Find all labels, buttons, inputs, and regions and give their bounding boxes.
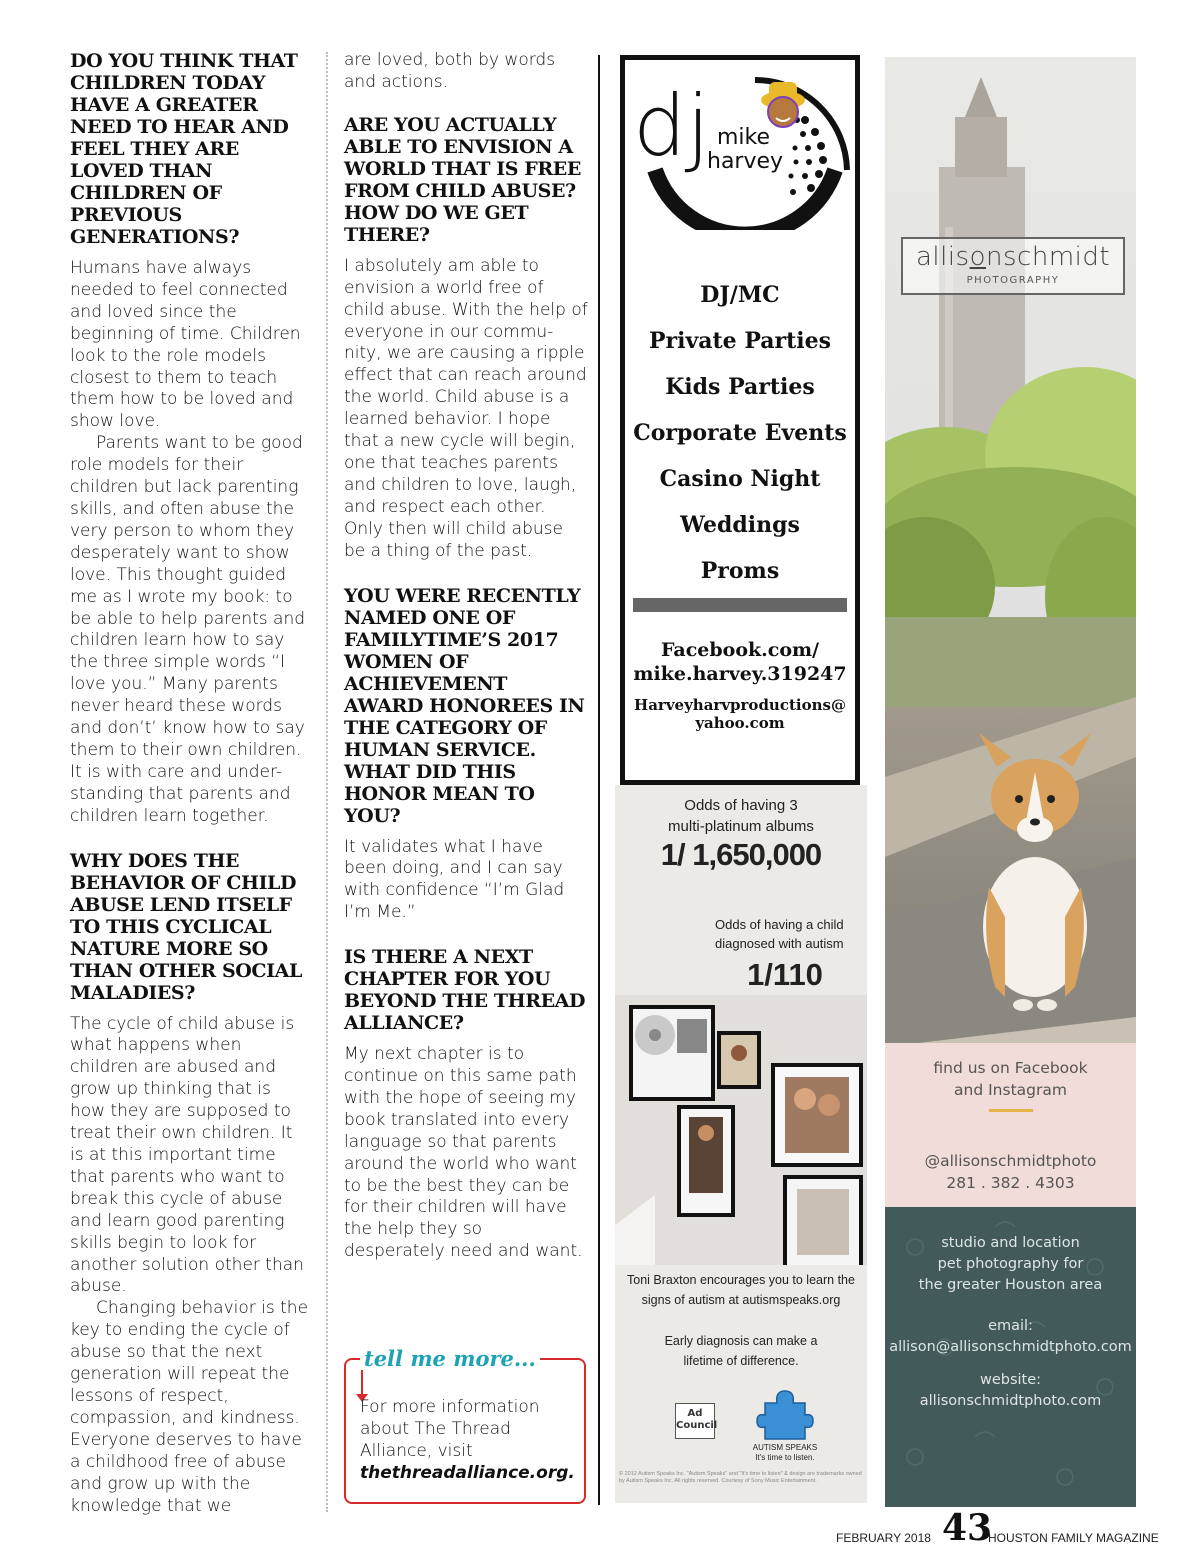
answer-paragraph: It validates what I have been doing, and I can say with confidence “I’m Glad I’m Me.”: [344, 836, 565, 923]
answer-paragraph: The cycle of child abuse is what happens when children are abused and grow up thinking that is how they are supposed to treat their own children. It is at this important time that parents who want to break this cycle of abuse and learn good parenting skills begin to look for another solution other than abuse.: [70, 1013, 304, 1297]
find-us-line: and Instagram: [954, 1081, 1067, 1099]
email-address[interactable]: allison@allisonschmidtphoto.com: [889, 1339, 1132, 1355]
braxton-caption: [615, 1270, 867, 1310]
website-label: website:: [979, 1372, 1042, 1388]
phone-number[interactable]: 281 . 382 . 4303: [946, 1174, 1075, 1192]
autism-speaks-name: AUTISM SPEAKS: [752, 1443, 818, 1452]
email-label: email:: [988, 1318, 1033, 1334]
early-line: Early diagnosis can make a: [664, 1334, 818, 1348]
early-line: lifetime of difference.: [683, 1354, 799, 1368]
dj-mike-harvey-ad: [620, 55, 860, 785]
question-heading: ARE YOU ACTUALLY ABLE TO ENVISION A WORLD THAT IS FREE FROM CHILD ABUSE? HOW DO WE GET THERE?: [344, 113, 581, 246]
odds-platinum-label: [615, 795, 867, 837]
allison-schmidt-photography-ad: [885, 57, 1136, 1507]
dj-email-line: Harveyharvproductions@: [634, 696, 846, 714]
dj-facebook-line: Facebook.com/: [660, 639, 820, 661]
autism-speaks-logo-text: [715, 1443, 855, 1463]
page-number: 43: [942, 1507, 993, 1549]
answer-paragraph: Changing behavior is the key to ending the cycle of abuse so that the next generation will repeat the lessons of respect, compassion, and kindness. Everyone deserves to have a childhood free of abuse and grow up with the knowledge that we: [70, 1298, 309, 1516]
dj-divider-bar: [633, 598, 847, 612]
odds-label-line: diagnosed with autism: [715, 936, 844, 951]
column-divider-dotted: [326, 52, 328, 1512]
dj-service-item: Casino Night: [659, 466, 821, 492]
column-divider-solid: [598, 55, 600, 1505]
caption-line: Toni Braxton encourages you to learn the: [627, 1273, 855, 1287]
thread-alliance-link[interactable]: thethreadalliance.org.: [360, 1463, 575, 1483]
dj-logo-harvey: harvey: [707, 149, 784, 174]
brand-name-part: nschmidt: [986, 242, 1111, 272]
dj-service-item: DJ/MC: [700, 282, 780, 308]
answer-paragraph: Humans have always needed to feel connected and loved since the beginning of time. Children look to the role models closest to them to teach them how to be loved and show love.: [70, 258, 301, 432]
instagram-handle[interactable]: @allisonschmidtphoto: [924, 1152, 1097, 1170]
early-diagnosis-text: [615, 1331, 867, 1371]
dj-service-item: Proms: [700, 558, 780, 584]
framed-photos-wall: [615, 995, 867, 1265]
corgi-photo: [885, 57, 1136, 1057]
footer-magazine: HOUSTON FAMILY MAGAZINE: [988, 1531, 1159, 1545]
odds-autism-value: 1/110: [747, 957, 823, 992]
dj-email-line: yahoo.com: [695, 714, 785, 732]
odds-label-line: Odds of having a child: [715, 917, 844, 932]
fine-print: © 2012 Autism Speaks Inc. "Autism Speaks" and "It's time to listen" & design are trademarks owned by Autism Speaks Inc. All rights reserved. Courtesy of Sony Music Entertainment.: [619, 1471, 862, 1484]
dj-logo-letters: dj: [633, 77, 710, 175]
brand-subtitle: PHOTOGRAPHY: [966, 275, 1060, 286]
dj-logo-mike: mike: [717, 125, 771, 150]
odds-platinum-value: 1/ 1,650,000: [660, 837, 822, 872]
dj-service-item: Corporate Events: [633, 420, 847, 446]
footer-date: FEBRUARY 2018: [836, 1531, 931, 1545]
dj-facebook[interactable]: [625, 638, 855, 686]
answer-paragraph: I absolutely am able to envision a world free of child abuse. With the help of everyone in our commu-nity, we are causing a ripple effect that can reach around the world. Child abuse is a learned behavior. I hope that a new cycle will begin, one that teaches parents and children to love, laugh, and respect each other. Only then will child abuse be a thing of the past.: [344, 255, 588, 561]
odds-autism-label: [715, 915, 865, 953]
answer-paragraph: are loved, both by words and actions.: [344, 50, 556, 92]
question-heading: IS THERE A NEXT CHAPTER FOR YOU BEYOND THE THREAD ALLIANCE?: [344, 946, 586, 1035]
dj-email[interactable]: [625, 696, 855, 732]
answer-paragraph: Parents want to be good role models for their children but lack parenting skills, and often abuse the very person to whom they desperately want to show love. This thought guided me as I wrote my book: to be able to help parents and children learn how to say the three simple words “I love you.” Many parents never heard these words and don’t’ know how to say them to their own children. It is with care and under-standing that parents and children learn together.: [70, 433, 306, 826]
studio-text: [885, 1233, 1136, 1296]
caption-line: signs of autism at autismspeaks.org: [641, 1293, 841, 1307]
article-column-2: [344, 50, 588, 1263]
contact-panel: [885, 1207, 1136, 1507]
brand-name-o: o: [969, 242, 987, 272]
tell-me-more-text: [360, 1396, 575, 1484]
article-column-1: [70, 50, 310, 1517]
tell-me-more-box: [344, 1346, 586, 1504]
allison-schmidt-logo: [901, 237, 1125, 295]
dj-service-item: Kids Parties: [665, 374, 815, 400]
dj-service-item: Weddings: [680, 512, 800, 538]
dj-facebook-line: mike.harvey.319247: [633, 663, 847, 685]
dj-service-item: Private Parties: [648, 328, 832, 354]
tell-me-more-tag: tell me more...: [360, 1346, 540, 1371]
question-heading: DO YOU THINK THAT CHILDREN TODAY HAVE A GREATER NEED TO HEAR AND FEEL THEY ARE LOVED THAN CHILDREN OF PREVIOUS GENERATIONS?: [70, 50, 298, 248]
find-us-line: find us on Facebook: [933, 1059, 1088, 1077]
brand-name: [903, 239, 1123, 275]
puzzle-piece-icon: [755, 1385, 815, 1441]
studio-line: pet photography for: [937, 1256, 1084, 1272]
dj-logo: [625, 60, 855, 230]
question-heading: YOU WERE RECENTLY NAMED ONE OF FAMILYTIME’S 2017 WOMEN OF ACHIEVEMENT AWARD HONOREES IN THE CATEGORY OF HUMAN SERVICE. WHAT DID THIS HONOR MEAN TO YOU?: [344, 584, 585, 827]
question-heading: WHY DOES THE BEHAVIOR OF CHILD ABUSE LEND ITSELF TO THIS CYCLICAL NATURE MORE SO THAN OTHER SOCIAL MALADIES?: [70, 849, 302, 1004]
dj-services-list: [625, 272, 855, 594]
odds-label-line: multi-platinum albums: [668, 818, 814, 835]
autism-speaks-tagline: It's time to listen.: [755, 1453, 815, 1462]
brand-name-part: allis: [915, 242, 970, 272]
ad-council-logo: Ad Council: [675, 1403, 715, 1439]
autism-speaks-ad: [615, 785, 867, 1503]
gold-rule: [989, 1109, 1033, 1112]
odds-label-line: Odds of having 3: [684, 797, 798, 814]
studio-line: studio and location: [941, 1235, 1080, 1251]
website-address[interactable]: allisonschmidtphoto.com: [919, 1393, 1102, 1409]
answer-paragraph: My next chapter is to continue on this same path with the hope of seeing my book translated into every language so that parents around the world who want to be the best they can be for their children will have the help they so desperately need and want.: [344, 1044, 583, 1262]
studio-line: the greater Houston area: [918, 1277, 1103, 1293]
tell-me-more-body: For more information about The Thread Alliance, visit: [360, 1397, 540, 1461]
